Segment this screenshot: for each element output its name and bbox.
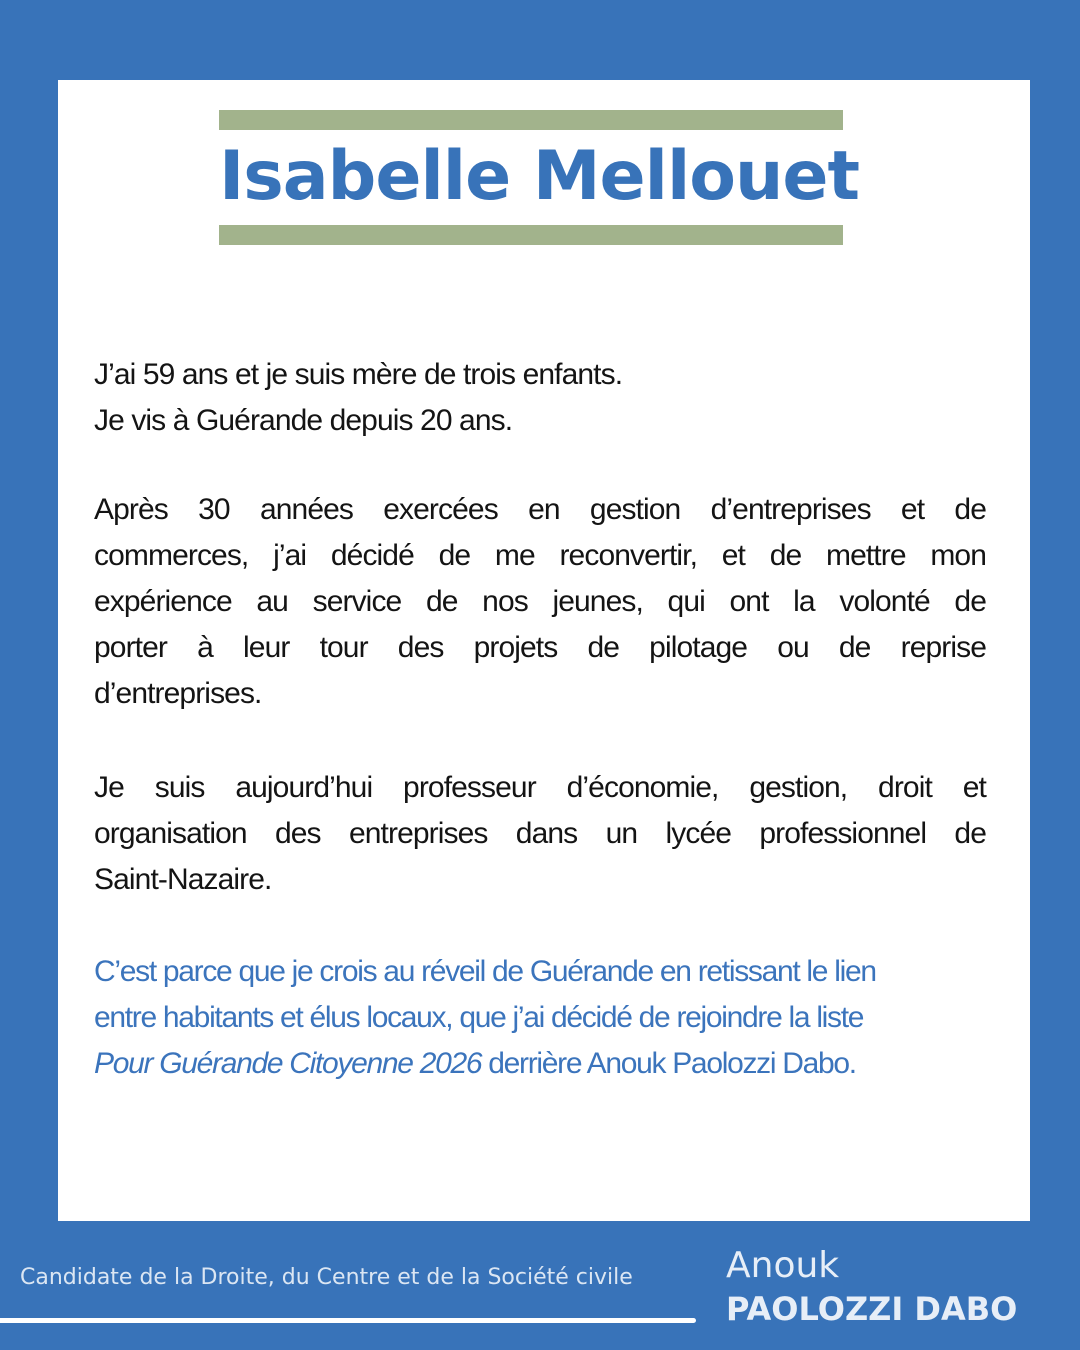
career-line: Après 30 années exercées en gestion d’entreprises et de xyxy=(94,493,986,526)
candidate-last-name: PAOLOZZI DABO xyxy=(726,1290,1018,1328)
career-paragraph xyxy=(94,487,986,717)
title-bar-bottom xyxy=(219,225,843,245)
footer-tagline: Candidate de la Droite, du Centre et de la Société civile xyxy=(20,1265,633,1290)
current-job-line: organisation des entreprises dans un lycée professionnel de xyxy=(94,817,986,850)
career-line: expérience au service de nos jeunes, qui ont la volonté de xyxy=(94,585,986,618)
intro-paragraph xyxy=(94,352,986,444)
current-job-line: Je suis aujourd’hui professeur d’économie, gestion, droit et xyxy=(94,771,986,804)
intro-line: J’ai 59 ans et je suis mère de trois enfants. xyxy=(94,358,623,391)
motivation-paragraph xyxy=(94,949,986,1087)
profile-card xyxy=(58,80,1030,1221)
list-name: Pour Guérande Citoyenne 2026 xyxy=(94,1047,482,1080)
intro-line: Je vis à Guérande depuis 20 ans. xyxy=(94,404,513,437)
motivation-line: C’est parce que je crois au réveil de Guérande en retissant le lien xyxy=(94,955,876,988)
career-line: porter à leur tour des projets de pilotage ou de reprise xyxy=(94,631,986,664)
career-line: d’entreprises. xyxy=(94,677,262,710)
motivation-line-rest: derrière Anouk Paolozzi Dabo. xyxy=(481,1047,856,1080)
candidate-first-name: Anouk xyxy=(726,1245,840,1286)
current-job-paragraph xyxy=(94,765,986,903)
page-title: Isabelle Mellouet xyxy=(219,137,860,216)
current-job-line: Saint-Nazaire. xyxy=(94,863,272,896)
title-bar-top xyxy=(219,110,843,130)
motivation-line: entre habitants et élus locaux, que j’ai décidé de rejoindre la liste xyxy=(94,1001,864,1034)
career-line: commerces, j’ai décidé de me reconvertir, et de mettre mon xyxy=(94,539,986,572)
footer-divider xyxy=(0,1318,696,1323)
motivation-line xyxy=(94,1041,986,1087)
